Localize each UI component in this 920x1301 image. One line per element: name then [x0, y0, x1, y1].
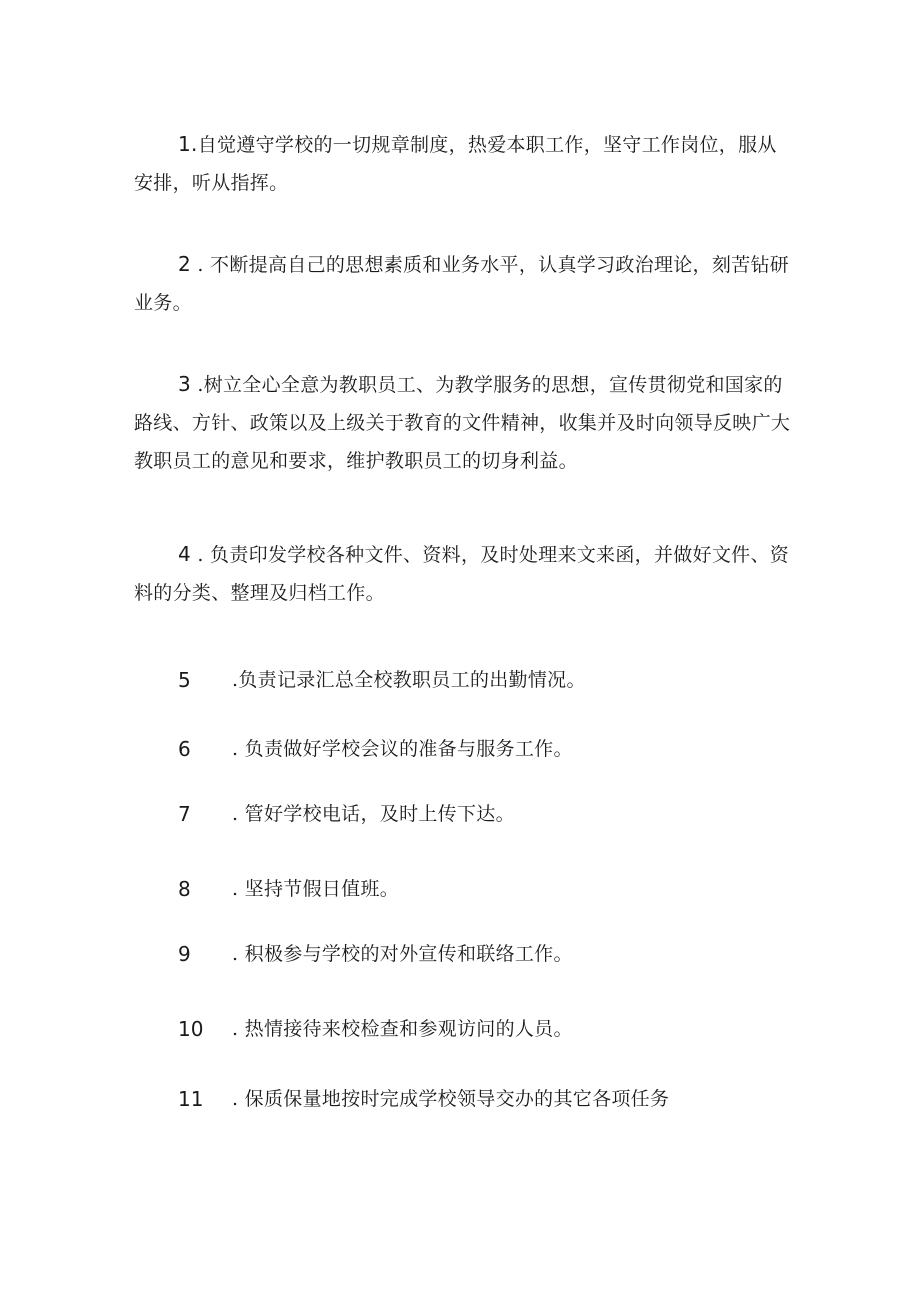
item-text: . 坚持节假日值班。 [232, 878, 400, 900]
item-number: 11 [178, 1087, 204, 1111]
item-number: 4 [178, 542, 192, 566]
item-number: 7 [178, 802, 191, 826]
list-item-4 [134, 535, 794, 612]
list-item-11 [0, 1080, 920, 1118]
item-text: . 管好学校电话，及时上传下达。 [232, 803, 515, 825]
item-number: 3 [178, 372, 192, 396]
item-number: 2 [178, 252, 192, 276]
item-text: . 热情接待来校检查和参观访问的人员。 [232, 1018, 573, 1040]
list-item-8 [0, 870, 920, 908]
list-item-5 [0, 661, 920, 699]
list-item-7 [0, 795, 920, 833]
list-item-9 [0, 935, 920, 973]
item-text: . 保质保量地按时完成学校领导交办的其它各项任务 [232, 1088, 670, 1110]
item-number: 5 [178, 668, 191, 692]
item-text: . 负责做好学校会议的准备与服务工作。 [232, 738, 573, 760]
item-text: 自觉遵守学校的一切规章制度，热爱本职工作，坚守工作岗位，服从安排，听从指挥。 [134, 134, 777, 194]
item-number: 8 [178, 877, 191, 901]
list-item-10 [0, 1010, 920, 1048]
item-number: 1. [178, 132, 198, 156]
item-text: . 负责印发学校各种文件、资料，及时处理来文来函，并做好文件、资料的分类、整理及归档工作。 [134, 544, 790, 604]
item-text: . 积极参与学校的对外宣传和联络工作。 [232, 943, 573, 965]
item-number: 6 [178, 737, 191, 761]
item-number: 9 [178, 942, 191, 966]
list-item-1 [134, 125, 794, 202]
list-item-2 [134, 245, 794, 322]
list-item-6 [0, 730, 920, 768]
item-text: .负责记录汇总全校教职员工的出勤情况。 [232, 669, 586, 691]
item-text: . 不断提高自己的思想素质和业务水平，认真学习政治理论，刻苦钻研业务。 [134, 254, 790, 314]
item-number: 10 [178, 1017, 204, 1041]
list-item-3 [134, 365, 794, 480]
item-text: .树立全心全意为教职员工、为教学服务的思想，宣传贯彻党和国家的路线、方针、政策以及上级关于教育的文件精神，收集并及时向领导反映广大教职员工的意见和要求，维护教职员工的切身利益。 [134, 374, 791, 472]
